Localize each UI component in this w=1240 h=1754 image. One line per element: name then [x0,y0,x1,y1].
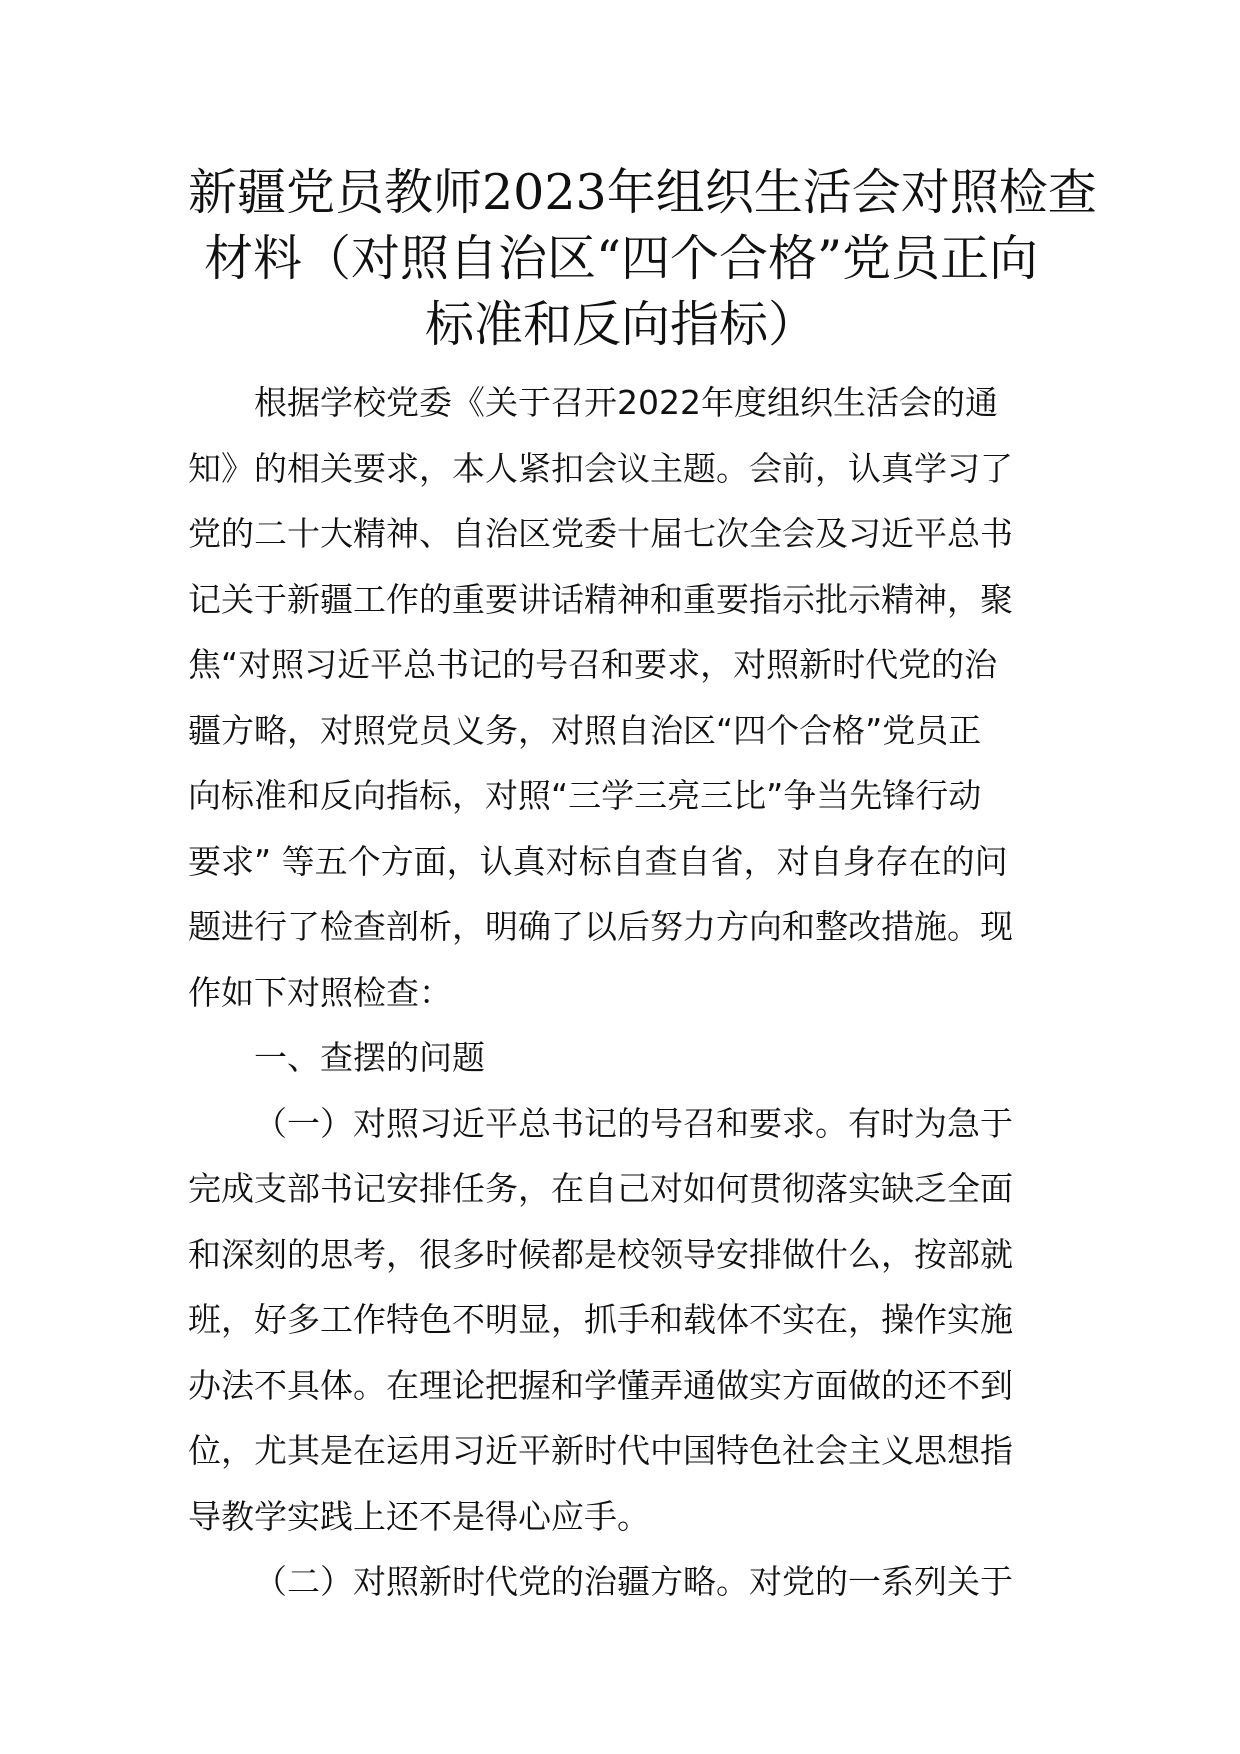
text-line: 记关于新疆工作的重要讲话精神和重要指示批示精神，聚 [188,579,1013,619]
text-line: 办法不具体。在理论把握和学懂弄通做实方面做的还不到 [188,1365,1013,1405]
text-line: 班，好多工作特色不明显，抓手和载体不实在，操作实施 [188,1300,1013,1339]
text-line: 导教学实践上还不是得心应手。 [188,1496,650,1536]
title-line: 材料（对照自治区“四个合格”党员正向 [203,230,1039,287]
text-line: 位，尤其是在运用习近平新时代中国特色社会主义思想指 [188,1431,1013,1470]
text-line: 根据学校党委《关于召开2022年度组织生活会的通 [254,383,998,422]
section-heading [188,1025,1054,1091]
section-heading-text: 一、查摆的问题 [254,1038,485,1077]
text-line: 疆方略，对照党员义务，对照自治区“四个合格”党员正 [188,710,982,750]
text-line: 要求” 等五个方面，认真对标自查自省，对自身存在的问 [188,841,1008,881]
text-line: （二）对照新时代党的治疆方略。对党的一系列关于 [254,1562,1013,1601]
text-line: 向标准和反向指标，对照“三学三亮三比”争当先锋行动 [188,776,982,815]
document-title [188,160,1097,358]
text-line: 知》的相关要求，本人紧扣会议主题。会前，认真学习了 [188,448,1013,488]
text-line: 焦“对照习近平总书记的号召和要求，对照新时代党的治 [188,645,998,684]
text-line: 作如下对照检查： [188,972,452,1012]
item-paragraph-1 [188,1091,1054,1550]
text-line: 党的二十大精神、自治区党委十届七次全会及习近平总书 [188,514,1013,553]
item-paragraph-2 [188,1549,1054,1615]
text-line: 题进行了检查剖析，明确了以后努力方向和整改措施。现 [188,907,1013,946]
text-line: 完成支部书记安排任务，在自己对如何贯彻落实缺乏全面 [188,1169,1013,1208]
document-body [188,370,1054,1615]
intro-paragraph [188,370,1054,1025]
title-line: 标准和反向指标） [424,296,817,353]
text-line: （一）对照习近平总书记的号召和要求。有时为急于 [254,1103,1013,1143]
text-line: 和深刻的思考，很多时候都是校领导安排做什么，按部就 [188,1234,1013,1274]
title-line: 新疆党员教师2023年组织生活会对照检查 [188,164,1097,221]
